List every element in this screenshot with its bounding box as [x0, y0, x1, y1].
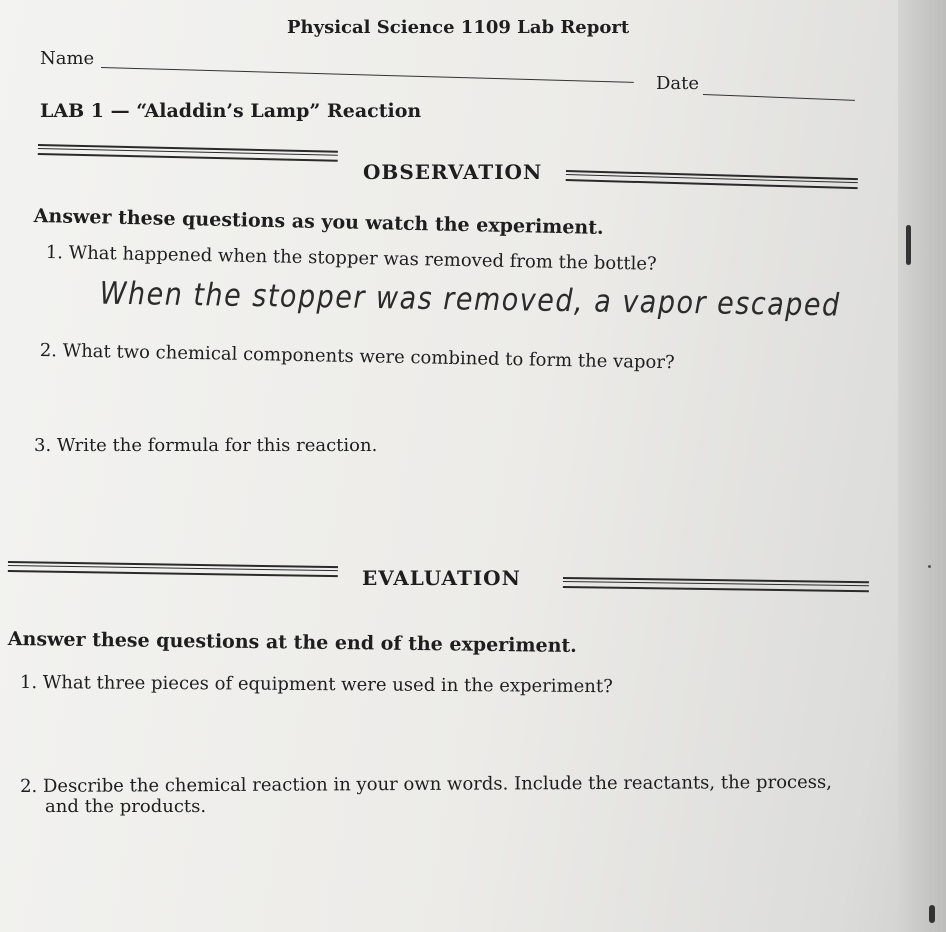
report-title: Physical Science 1109 Lab Report [287, 17, 630, 38]
evaluation-instruction: Answer these questions at the end of the experiment. [7, 628, 578, 657]
observation-instruction: Answer these questions as you watch the experiment. [33, 205, 604, 239]
evaluation-question-1: 1. What three pieces of equipment were used in the experiment? [19, 672, 613, 698]
observation-question-1: 1. What happened when the stopper was removed from the bottle? [45, 242, 657, 275]
ink-mark-bottom [929, 905, 935, 923]
handwritten-answer-1: When the stopper was removed, a vapor escaped [99, 276, 841, 324]
ink-mark [906, 225, 911, 265]
evaluation-question-2-continued: and the products. [45, 796, 207, 817]
lab-title: LAB 1 — “Aladdin’s Lamp” Reaction [40, 100, 422, 122]
name-label: Name [40, 48, 95, 69]
date-label: Date [656, 73, 700, 94]
observation-question-3: 3. Write the formula for this reaction. [34, 435, 378, 456]
evaluation-question-2: 2. Describe the chemical reaction in your own words. Include the reactants, the process, [20, 771, 832, 797]
observation-question-2: 2. What two chemical components were combined to form the vapor? [39, 340, 675, 374]
ink-dot [928, 565, 931, 568]
observation-heading: OBSERVATION [363, 160, 543, 184]
evaluation-heading: EVALUATION [362, 566, 521, 590]
page-edge-shadow [898, 0, 946, 932]
